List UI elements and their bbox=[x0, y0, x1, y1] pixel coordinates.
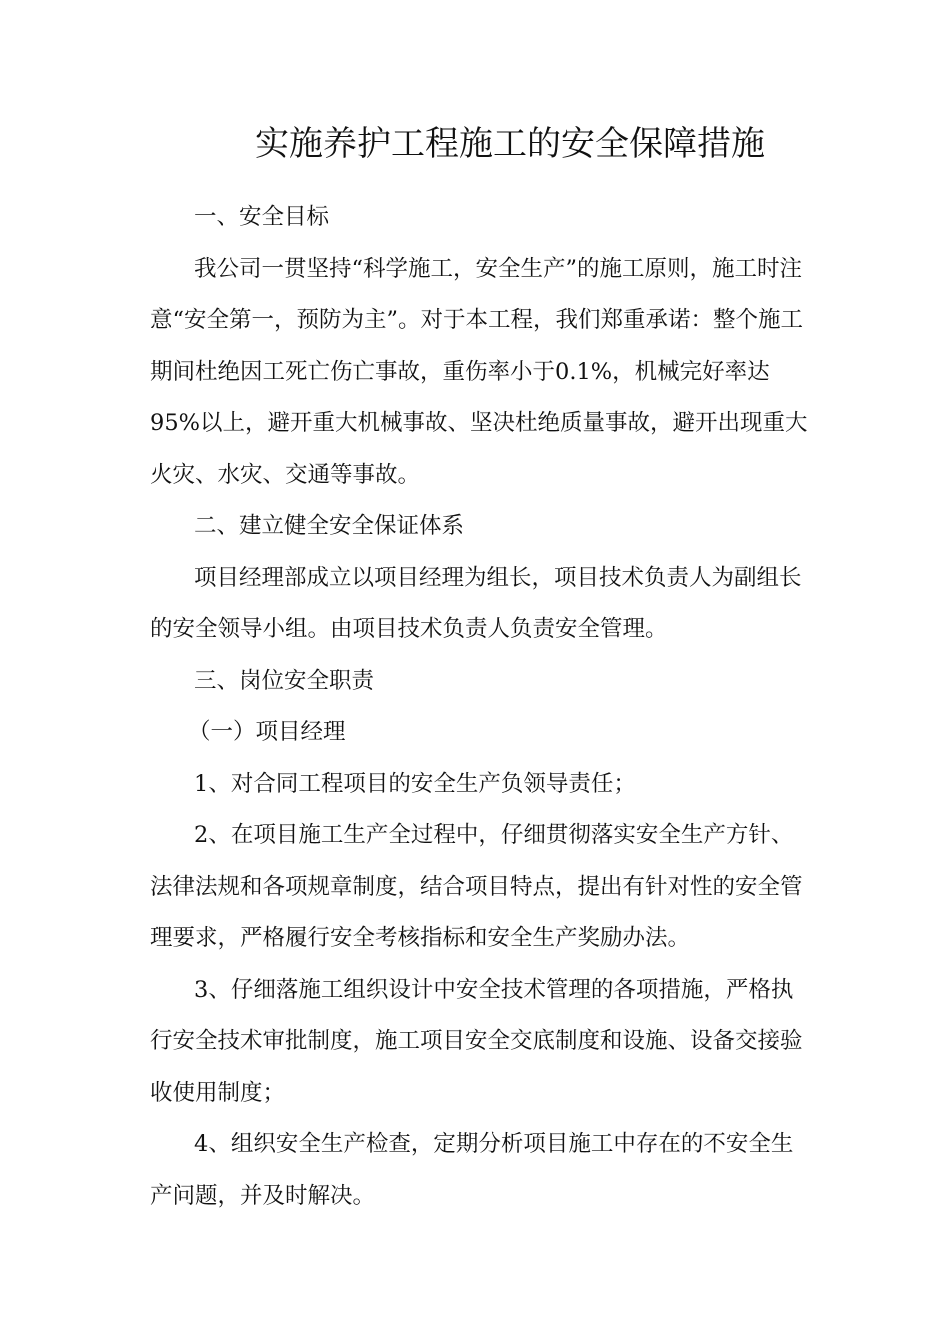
text-line: 三、岗位安全职责 bbox=[194, 667, 375, 694]
text-line: 95%以上，避开重大机械事故、坚决杜绝质量事故，避开出现重大 bbox=[150, 410, 808, 436]
text-line: 一、安全目标 bbox=[194, 204, 330, 230]
text-line: 项目经理部成立以项目经理为组长，项目技术负责人为副组长 bbox=[194, 564, 802, 591]
text-line: 2、在项目施工生产全过程中，仔细贯彻落实安全生产方针、 bbox=[194, 822, 794, 848]
text-line: 理要求，严格履行安全考核指标和安全生产奖励办法。 bbox=[150, 925, 691, 951]
text-line: （一）项目经理 bbox=[188, 719, 346, 745]
text-line: 二、建立健全安全保证体系 bbox=[194, 513, 465, 539]
text-line: 3、仔细落施工组织设计中安全技术管理的各项措施，严格执 bbox=[194, 976, 794, 1003]
text-line: 的安全领导小组。由项目技术负责人负责安全管理。 bbox=[150, 616, 668, 642]
text-line: 意“安全第一，预防为主”。对于本工程，我们郑重承诺：整个施工 bbox=[150, 307, 804, 333]
text-line: 收使用制度； bbox=[150, 1079, 286, 1106]
text-line: 产问题，并及时解决。 bbox=[150, 1182, 376, 1209]
document-body bbox=[150, 192, 808, 1222]
text-line: 行安全技术审批制度，施工项目安全交底制度和设施、设备交接验 bbox=[150, 1028, 803, 1054]
text-line: 4、组织安全生产检查，定期分析项目施工中存在的不安全生 bbox=[194, 1131, 794, 1157]
text-line: 火灾、水灾、交通等事故。 bbox=[150, 461, 421, 488]
text-line: 1、对合同工程项目的安全生产负领导责任； bbox=[194, 770, 636, 797]
document-title: 实施养护工程施工的安全保障措施 bbox=[255, 124, 765, 164]
text-line: 法律法规和各项规章制度，结合项目特点，提出有针对性的安全管 bbox=[150, 873, 803, 900]
text-line: 我公司一贯坚持“科学施工，安全生产”的施工原则，施工时注 bbox=[194, 255, 803, 282]
text-line: 期间杜绝因工死亡伤亡事故，重伤率小于0.1%，机械完好率达 bbox=[150, 358, 770, 385]
